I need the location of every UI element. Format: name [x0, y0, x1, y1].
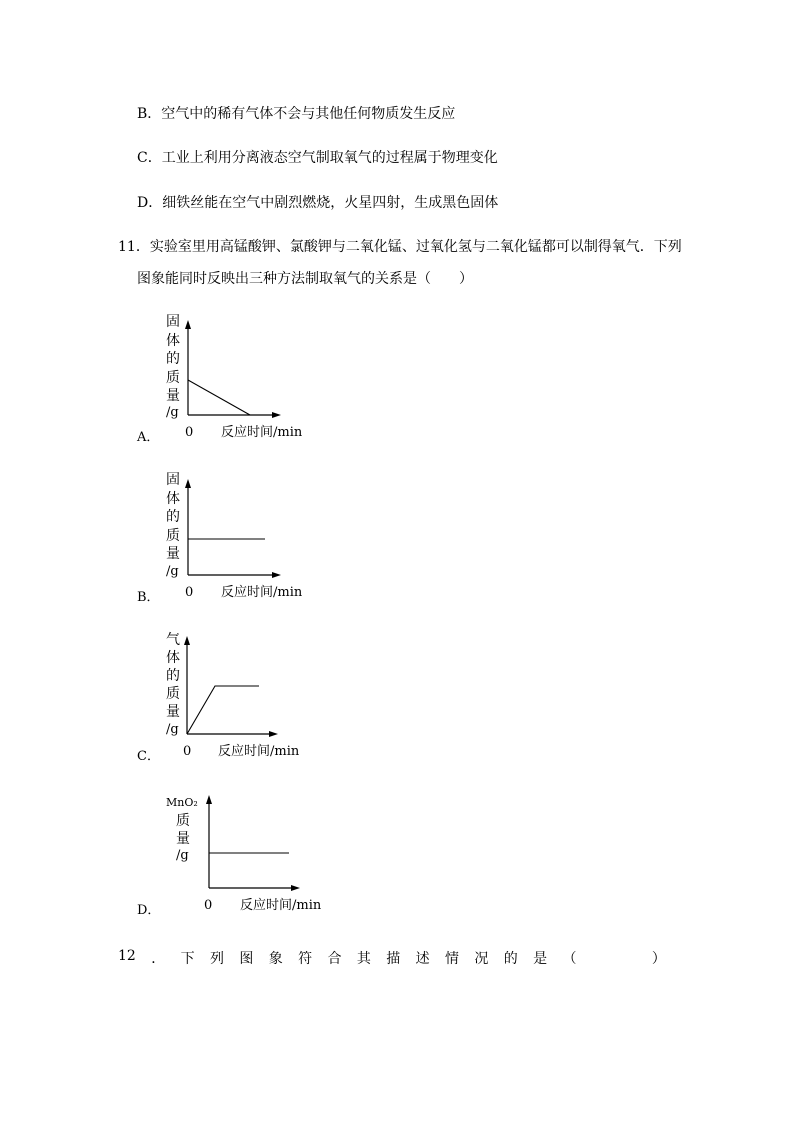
- graph-c-ylabel-5: /g: [166, 722, 179, 737]
- graph-b-ylabel-4: 量: [166, 546, 180, 562]
- graph-d-ylabel-2: 量: [176, 831, 190, 847]
- graph-d-ylabel-1: 质: [176, 813, 190, 829]
- graph-a-ylabel-0: 固: [166, 314, 180, 330]
- graph-d-ylabel-0: MnO₂: [166, 796, 198, 809]
- graph-d-origin: 0: [204, 898, 213, 913]
- question-12: [118, 948, 666, 968]
- graph-c-ylabel-3: 质: [166, 686, 180, 702]
- q12-char: 合: [327, 951, 342, 967]
- q12-char: 况: [474, 951, 489, 967]
- graph-d-x-arrow: [291, 885, 300, 891]
- graph-a-ylabel-3: 质: [166, 370, 180, 386]
- q12-char: 符: [298, 951, 313, 967]
- graph-a-origin: 0: [185, 425, 194, 440]
- graph-b-ylabel-3: 质: [166, 528, 180, 544]
- q12-char: （: [562, 951, 577, 967]
- graph-a-ylabel-1: 体: [166, 333, 180, 349]
- graph-d-ylabel: [166, 796, 198, 863]
- q12-char: ．: [151, 951, 166, 967]
- graph-d-y-arrow: [206, 795, 212, 804]
- option-b-prev: B．空气中的稀有气体不会与其他任何物质发生反应: [137, 106, 456, 122]
- graph-b-ylabel-5: /g: [166, 564, 179, 579]
- q12-char: 描: [386, 951, 401, 967]
- graph-a-xlabel: 反应时间/min: [221, 425, 303, 440]
- q12-char: 图: [239, 951, 254, 967]
- graph-c-ylabel-4: 量: [166, 704, 180, 720]
- graph-a-option: A．: [137, 430, 160, 445]
- graph-c-ylabel-2: 的: [166, 668, 180, 684]
- graph-c-ylabel-0: 气: [166, 632, 180, 648]
- graph-b-ylabel-0: 固: [166, 472, 180, 488]
- q12-char: 是: [533, 951, 548, 967]
- q12-char: 象: [268, 951, 283, 967]
- graph-c-ylabel-1: 体: [166, 650, 180, 666]
- graph-c-origin: 0: [183, 744, 192, 759]
- graph-d-option: D．: [137, 903, 161, 918]
- graph-a-ylabel-2: 的: [166, 351, 180, 367]
- graph-c-xlabel: 反应时间/min: [218, 744, 300, 759]
- option-d-prev: D．细铁丝能在空气中剧烈燃烧，火星四射，生成黑色固体: [137, 195, 499, 211]
- graph-b-xlabel: 反应时间/min: [221, 585, 303, 600]
- q12-char: 述: [415, 951, 430, 967]
- graph-b-ylabel-1: 体: [166, 491, 180, 507]
- graph-a-ylabel-4: 量: [166, 388, 180, 404]
- question-11-line1: 11．实验室里用高锰酸钾、氯酸钾与二氧化锰、过氧化氢与二氧化锰都可以制得氧气．下列: [118, 239, 682, 255]
- graph-d-ylabel-3: /g: [176, 848, 189, 863]
- graph-c-option: C．: [137, 749, 160, 764]
- graph-d-xlabel: 反应时间/min: [240, 898, 322, 913]
- q12-char: 列: [209, 951, 224, 967]
- q12-char: 12: [118, 948, 136, 964]
- question-11-line2: 图象能同时反映出三种方法制取氧气的关系是（ ）: [137, 271, 473, 287]
- graph-a-ylabel-5: /g: [166, 405, 179, 420]
- graph-b-ylabel-2: 的: [166, 509, 180, 525]
- q12-char: 情: [444, 951, 459, 967]
- q12-char: ）: [651, 951, 666, 967]
- q12-char: 的: [503, 951, 518, 967]
- q12-char: 其: [356, 951, 371, 967]
- graph-b-origin: 0: [185, 585, 194, 600]
- q12-char: 下: [180, 951, 195, 967]
- graph-b-option: B．: [137, 590, 160, 605]
- option-c-prev: C．工业上利用分离液态空气制取氧气的过程属于物理变化: [137, 150, 498, 166]
